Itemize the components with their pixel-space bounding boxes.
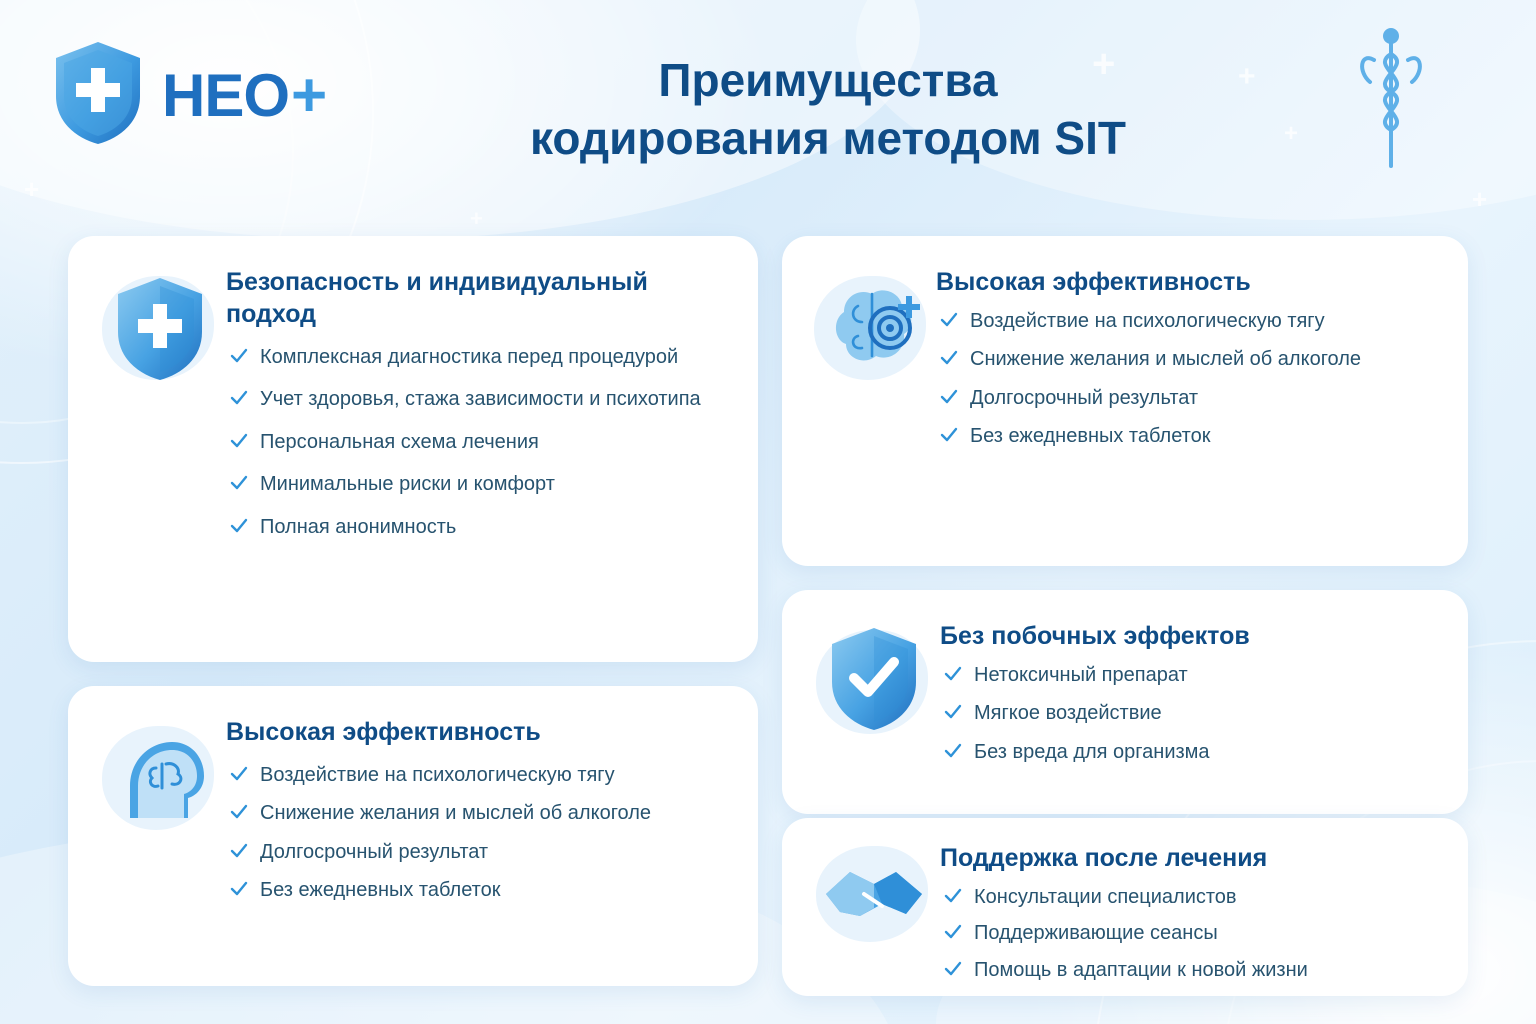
list-item bbox=[226, 877, 732, 903]
card-support bbox=[782, 818, 1468, 996]
plus-decor-icon: + bbox=[470, 206, 483, 231]
list-item-text: Воздействие на психологическую тягу bbox=[260, 764, 615, 786]
list-item-text: Учет здоровья, стажа зависимости и психотипа bbox=[260, 388, 701, 411]
check-icon bbox=[230, 764, 248, 782]
list-item bbox=[226, 386, 732, 412]
plus-decor-icon: + bbox=[1238, 60, 1256, 93]
check-icon bbox=[230, 841, 248, 859]
shield-check-icon bbox=[824, 624, 924, 736]
list-item-text: Полная анонимность bbox=[260, 515, 457, 538]
card-icon-column bbox=[808, 616, 940, 790]
check-icon bbox=[944, 741, 962, 759]
card-icon-column bbox=[94, 712, 226, 962]
card-title: Безопасность и индивидуальный подход bbox=[226, 268, 648, 328]
card-effectiveness-left bbox=[68, 686, 758, 986]
list-item bbox=[940, 884, 1442, 910]
list-item-text: Воздействие на психологическую тягу bbox=[970, 310, 1325, 332]
list-item bbox=[226, 800, 732, 826]
page-title-line2: кодирования методом SIT bbox=[529, 111, 1126, 164]
check-icon bbox=[944, 959, 962, 977]
check-icon bbox=[944, 886, 962, 904]
shield-cross-icon bbox=[110, 274, 210, 386]
list-item-text: Минимальные риски и комфорт bbox=[260, 473, 555, 496]
list-item bbox=[936, 385, 1442, 411]
list-item-text: Без ежедневных таблеток bbox=[260, 879, 501, 902]
check-icon bbox=[944, 702, 962, 720]
card-effectiveness-right bbox=[782, 236, 1468, 566]
list-item bbox=[226, 839, 732, 865]
check-icon bbox=[944, 922, 962, 940]
list-item bbox=[226, 344, 732, 370]
plus-decor-icon: + bbox=[1284, 120, 1299, 147]
list-item bbox=[940, 739, 1442, 765]
card-title: Без побочных эффектов bbox=[940, 622, 1250, 650]
list-item bbox=[226, 471, 732, 497]
check-icon bbox=[940, 310, 958, 328]
plus-decor-icon: + bbox=[1092, 42, 1116, 86]
check-icon bbox=[230, 388, 248, 406]
list-item-text: Без ежедневных таблеток bbox=[970, 425, 1211, 448]
list-item bbox=[936, 423, 1442, 449]
plus-decor-icon: + bbox=[1472, 184, 1488, 214]
brand-name-plus: + bbox=[291, 60, 327, 130]
check-icon bbox=[940, 425, 958, 443]
check-icon bbox=[940, 387, 958, 405]
head-brain-icon bbox=[108, 726, 212, 830]
check-icon bbox=[230, 802, 248, 820]
list-item-text: Долгосрочный результат bbox=[260, 840, 489, 863]
page-title-line1: Преимущества bbox=[658, 54, 998, 106]
card-icon-column bbox=[94, 262, 226, 638]
poster-header bbox=[0, 0, 1536, 208]
page-title bbox=[330, 52, 1326, 167]
list-item bbox=[940, 920, 1442, 946]
check-icon bbox=[230, 879, 248, 897]
benefit-list bbox=[936, 308, 1442, 450]
benefit-list bbox=[940, 662, 1442, 765]
list-item-text: Поддерживающие сеансы bbox=[974, 922, 1218, 945]
benefit-list bbox=[940, 884, 1442, 983]
brand-logo bbox=[48, 38, 326, 153]
card-title: Поддержка после лечения bbox=[940, 844, 1268, 872]
caduceus-icon bbox=[1356, 24, 1426, 179]
check-icon bbox=[940, 348, 958, 366]
check-icon bbox=[944, 664, 962, 682]
card-side-effects bbox=[782, 590, 1468, 814]
brand-name-text: HEO bbox=[162, 61, 290, 129]
list-item bbox=[940, 662, 1442, 688]
shield-cross-logo-icon bbox=[48, 38, 148, 153]
plus-decor-icon: + bbox=[24, 174, 40, 204]
list-item bbox=[940, 700, 1442, 726]
list-item-text: Долгосрочный результат bbox=[970, 386, 1199, 409]
card-title: Высокая эффективность bbox=[936, 268, 1251, 296]
list-item-text: Нетоксичный препарат bbox=[974, 664, 1188, 686]
card-icon-column bbox=[808, 838, 940, 972]
list-item bbox=[226, 762, 732, 788]
list-item bbox=[226, 429, 732, 455]
check-icon bbox=[230, 346, 248, 364]
list-item-text: Мягкое воздействие bbox=[974, 702, 1162, 725]
list-item-text: Помощь в адаптации к новой жизни bbox=[974, 958, 1308, 981]
check-icon bbox=[230, 516, 248, 534]
brand-name bbox=[162, 60, 327, 130]
list-item bbox=[936, 346, 1442, 372]
list-item bbox=[940, 957, 1442, 983]
benefit-list bbox=[226, 344, 732, 540]
benefit-list bbox=[226, 762, 732, 904]
list-item-text: Комплексная диагностика перед процедурой bbox=[260, 346, 679, 368]
list-item-text: Консультации специалистов bbox=[974, 886, 1237, 908]
check-icon bbox=[230, 431, 248, 449]
list-item-text: Снижение желания и мыслей об алкоголе bbox=[970, 348, 1362, 371]
card-title: Высокая эффективность bbox=[226, 718, 541, 746]
check-icon bbox=[230, 473, 248, 491]
handshake-icon bbox=[820, 850, 928, 942]
list-item-text: Без вреда для организма bbox=[974, 740, 1210, 763]
card-safety bbox=[68, 236, 758, 662]
list-item bbox=[226, 514, 732, 540]
brain-target-icon bbox=[818, 278, 926, 378]
card-icon-column bbox=[808, 262, 936, 542]
list-item-text: Персональная схема лечения bbox=[260, 430, 539, 453]
list-item-text: Снижение желания и мыслей об алкоголе bbox=[260, 802, 652, 825]
list-item bbox=[936, 308, 1442, 334]
